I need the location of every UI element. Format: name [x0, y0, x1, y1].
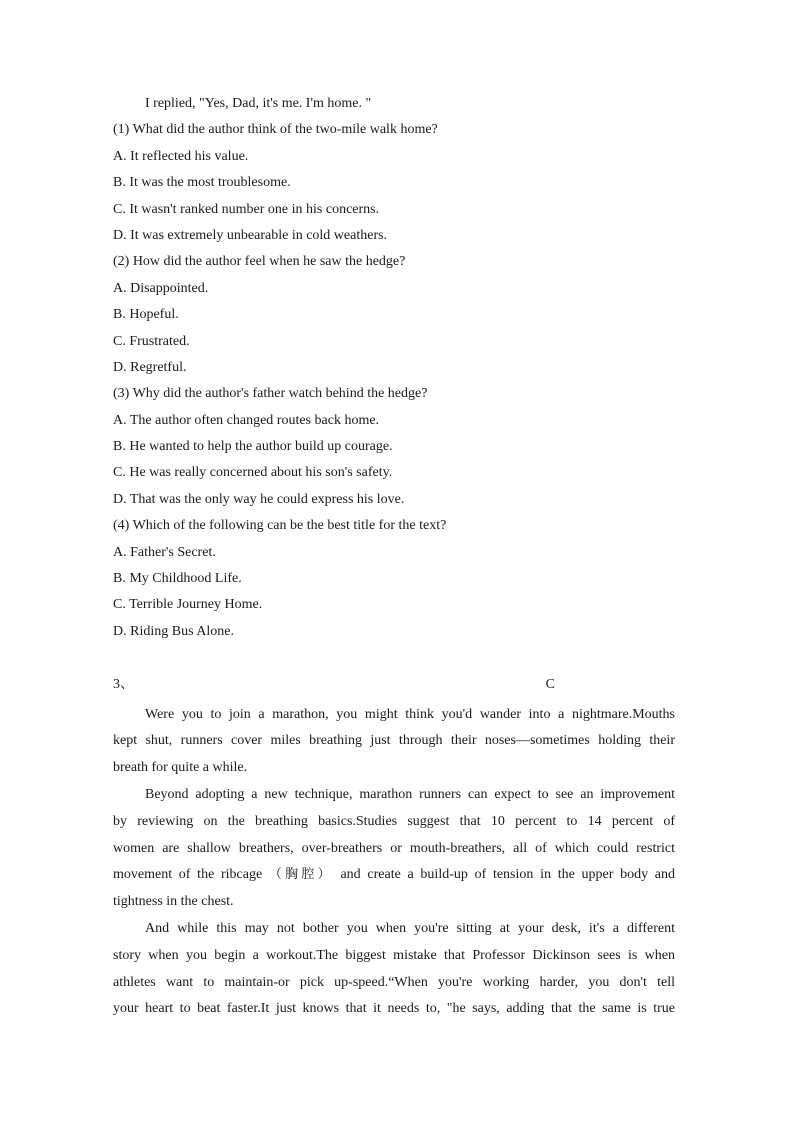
question-3: [113, 381, 675, 513]
ribcage-text: movement of the ribcage: [113, 867, 263, 883]
option-b: B. My Childhood Life.: [113, 571, 242, 587]
option-b: B. Hopeful.: [113, 307, 179, 323]
question-stem: (4) Which of the following can be the best title for the text?: [113, 518, 447, 534]
passage-c: [113, 702, 675, 1024]
paragraph-line: your heart to beat faster.It just knows that it needs to, "he says, adding that the same is true: [113, 1001, 675, 1017]
option-d: D. That was the only way he could express his love.: [113, 491, 405, 507]
passage-ending-line: I replied, "Yes, Dad, it's me. I'm home. ": [145, 96, 372, 111]
option-a: A. Disappointed.: [113, 280, 209, 296]
section-letter: C: [545, 677, 555, 693]
paragraph-line: Were you to join a marathon, you might think you'd wander into a nightmare.Mouths: [145, 706, 675, 722]
paragraph-line: athletes want to maintain-or pick up-speed.“When you're working harder, you don't tell: [113, 974, 675, 990]
question-2: [113, 249, 675, 381]
paragraph-line: tightness in the chest.: [113, 894, 234, 910]
paragraph-line: breath for quite a while.: [113, 760, 248, 776]
paragraph-line: by reviewing on the breathing basics.Studies suggest that 10 percent to 14 percent of: [113, 813, 675, 829]
section-number: 3、: [113, 677, 134, 693]
option-d: D. Riding Bus Alone.: [113, 623, 234, 639]
option-c: C. Frustrated.: [113, 333, 190, 349]
ribcage-chinese-gloss: （胸腔）: [268, 867, 334, 883]
question-stem: (3) Why did the author's father watch behind the hedge?: [113, 386, 428, 402]
paragraph-1: [113, 702, 675, 782]
option-a: A. It reflected his value.: [113, 148, 249, 164]
option-b: B. It was the most troublesome.: [113, 175, 291, 191]
option-a: A. Father's Secret.: [113, 544, 216, 560]
option-d: D. It was extremely unbearable in cold weathers.: [113, 227, 388, 243]
option-a: A. The author often changed routes back home.: [113, 412, 380, 428]
paragraph-2: [113, 782, 675, 916]
question-stem: (2) How did the author feel when he saw the hedge?: [113, 254, 406, 270]
question-stem: (1) What did the author think of the two-mile walk home?: [113, 122, 438, 138]
paragraph-3: [113, 916, 675, 1023]
option-b: B. He wanted to help the author build up courage.: [113, 439, 393, 455]
paragraph-line: women are shallow breathers, over-breathers or mouth-breathers, all of which could restrict: [113, 840, 675, 856]
paragraph-line: Beyond adopting a new technique, marathon runners can expect to see an improvement: [145, 786, 675, 802]
option-c: C. It wasn't ranked number one in his concerns.: [113, 201, 380, 217]
ribcage-tail: and create a build-up of tension in the upper body and: [340, 867, 676, 883]
section-3-header: [113, 672, 555, 698]
option-d: D. Regretful.: [113, 359, 187, 375]
question-4: [113, 513, 675, 645]
paragraph-line: And while this may not bother you when you're sitting at your desk, it's a different: [145, 920, 675, 936]
option-c: C. Terrible Journey Home.: [113, 597, 263, 613]
paragraph-line: story when you begin a workout.The biggest mistake that Professor Dickinson sees is when: [113, 947, 675, 963]
document-page: [113, 91, 675, 1023]
section-gap: [113, 645, 675, 672]
paragraph-line: kept shut, runners cover miles breathing just through their noses—sometimes holding their: [113, 733, 675, 749]
question-1: [113, 117, 675, 249]
paragraph-line-ribcage: [113, 862, 675, 889]
option-c: C. He was really concerned about his son's safety.: [113, 465, 393, 481]
